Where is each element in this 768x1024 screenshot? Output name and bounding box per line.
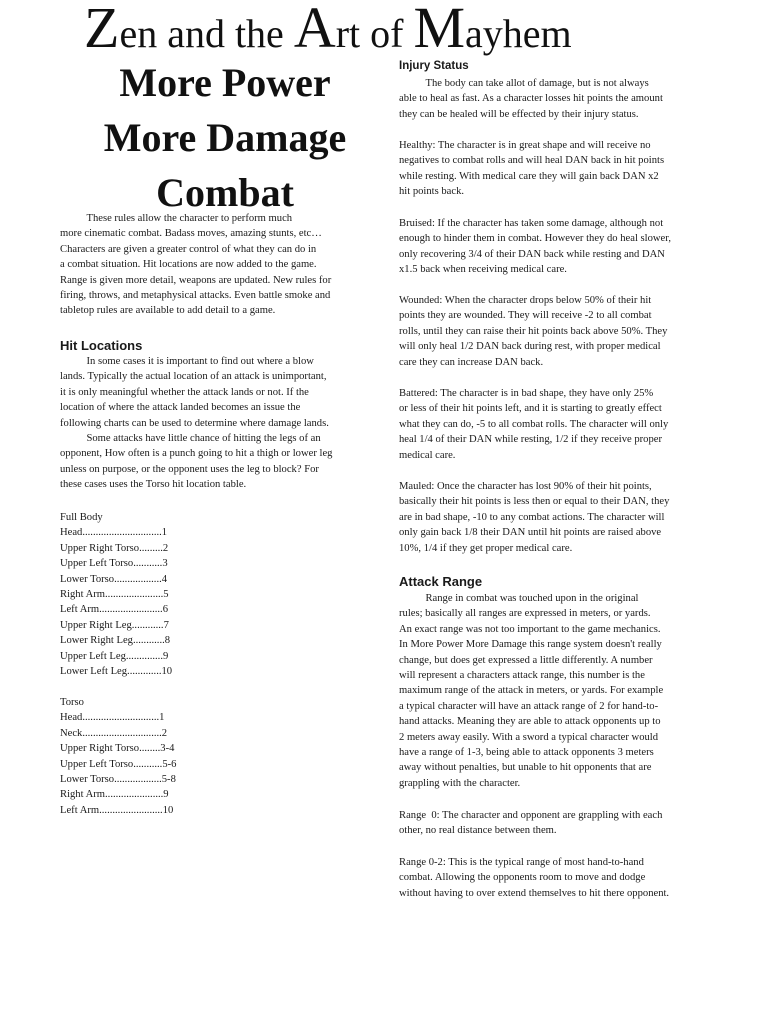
intro-paragraph: These rules allow the character to perform much more cinematic combat. Badass moves, amazing stunts, etc… Characters are given a greater control of what they can do in a combat situation. Hit locations are now added to the game. Range is given more detail, weapons are updated. New rules for firing, throws, and metaphysical attacks. Even battle smoke and tabletop rules are available to add detail to a game. — [60, 213, 332, 317]
wounded-paragraph: Wounded: When the character drops below 50% of their hit points they are wounded. They will receive -2 to all combat rolls, until they can raise their hit points back above 50%. They will only heal 1/2 DAN back during rest, with proper medical care they can increase DAN back. — [399, 295, 668, 368]
list-item: Upper Right Torso.........2 — [60, 542, 169, 554]
title-part-3: ayhem — [465, 11, 572, 56]
torso-list — [60, 710, 382, 818]
subtitle-line-3: Combat — [156, 170, 294, 215]
list-item: Upper Left Torso...........5-6 — [60, 758, 177, 770]
list-item: Upper Left Torso...........3 — [60, 558, 168, 570]
range-0-paragraph: Range 0: The character and opponent are grappling with each other, no real distance between them. — [399, 810, 663, 837]
battered-paragraph: Battered: The character is in bad shape, they have only 25% or less of their hit points left, and it is starting to greatly effect what they can do, -5 to all combat rolls. The character will only heal 1/4 of their DAN while resting, 1/2 if they receive proper medical care. — [399, 388, 669, 461]
subtitle-line-2: More Damage — [103, 115, 347, 160]
list-item: Head.............................1 — [60, 712, 165, 724]
attack-range-paragraph: Range in combat was touched upon in the original rules; basically all ranges are expressed in meters, or yards. An exact range was not too important to the game mechanics. In More Power More Damage this range system doesn't really change, but does get expressed a little differently. A number will represent a characters attack range, this number is the maximum range of the attack in meters, or yards. For example a typical character will have an attack range of 2 for hand-to- hand attacks. Meaning they are able to attack opponents up to 2 meters away easily. With a sword a typical character would have a range of 1-3, being able to attack opponents 3 meters away without penalties, but unable to hit opponents that are grappling with the character. — [399, 593, 664, 789]
torso-title: Torso — [60, 697, 84, 708]
injury-status-paragraph: The body can take allot of damage, but is not always able to heal as fast. As a character losses hit points the amount they can be healed will be effected by their injury status. — [399, 78, 663, 120]
title-part-1: en and the — [119, 11, 294, 56]
list-item: Upper Right Leg............7 — [60, 619, 169, 631]
list-item: Lower Left Leg.............10 — [60, 666, 173, 678]
injury-status-heading: Injury Status — [399, 60, 469, 72]
list-item: Lower Right Leg............8 — [60, 635, 171, 647]
list-item: Right Arm......................5 — [60, 589, 169, 601]
list-item: Left Arm........................10 — [60, 804, 174, 816]
list-item: Upper Left Leg..............9 — [60, 650, 169, 662]
healthy-paragraph: Healthy: The character is in great shape and will receive no negatives to combat rolls and will heal DAN back in hit points while resting. With medical care they will gain back DAN x2 hit points back. — [399, 140, 665, 198]
full-body-list — [60, 525, 382, 679]
full-body-title: Full Body — [60, 512, 103, 523]
title-cap-a: A — [293, 0, 336, 60]
list-item: Head..............................1 — [60, 527, 168, 539]
torso-table — [60, 695, 382, 818]
list-item: Left Arm........................6 — [60, 604, 168, 616]
list-item: Upper Right Torso........3-4 — [60, 743, 175, 755]
bruised-paragraph: Bruised: If the character has taken some damage, although not enough to hinder them in combat. However they do heal slower, only recovering 3/4 of their DAN back while resting and DAN x1.5 back when receiving medical care. — [399, 218, 671, 276]
subtitle-line-1: More Power — [119, 60, 331, 105]
title-part-2: rt of — [335, 11, 414, 56]
mauled-paragraph: Mauled: Once the character has lost 90% of their hit points, basically their hit points is less then or equal to their DAN, they are in bad shape, -10 to any combat actions. The character will only gain back 1/8 their DAN until hit points are raised above 10%, 1/4 if they get proper medical care. — [399, 481, 670, 554]
range-0-2-paragraph: Range 0-2: This is the typical range of most hand-to-hand combat. Allowing the opponents room to move and dodge without having to over extend themselves to hit there opponent. — [399, 857, 670, 899]
document-title — [84, 0, 684, 62]
list-item: Right Arm......................9 — [60, 789, 169, 801]
full-body-table — [60, 510, 382, 679]
title-cap-m: M — [413, 0, 466, 60]
attack-range-heading: Attack Range — [399, 574, 483, 589]
list-item: Neck..............................2 — [60, 727, 168, 739]
title-cap-z: Z — [84, 0, 120, 60]
hit-locations-heading: Hit Locations — [60, 338, 143, 353]
hit-locations-paragraph: In some cases it is important to find out where a blow lands. Typically the actual location of an attack is unimportant, it is only meaningful whether the attack lands or not. If the location of where the attack landed becomes an issue the following charts can be used to determine where damage lands. Some attacks have little chance of hitting the legs of an opponent, How often is a punch going to hit a thigh or lower leg unless on purpose, or the opponent uses the leg to block? For these cases uses the Torso hit location table. — [60, 356, 333, 491]
list-item: Lower Torso..................5-8 — [60, 774, 176, 786]
list-item: Lower Torso..................4 — [60, 573, 168, 585]
